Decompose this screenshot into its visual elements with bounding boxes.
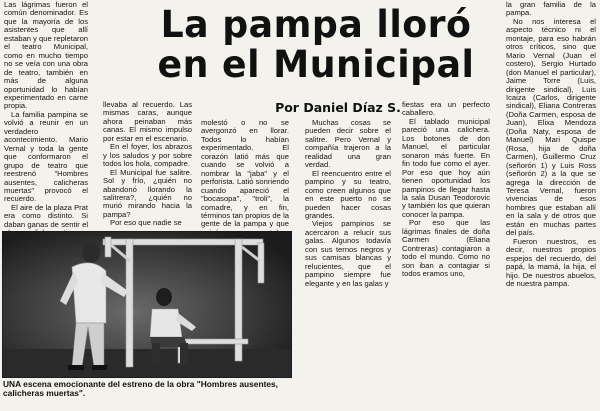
article-paragraph: El tablado municipal pareció una calichera. Los botones de don Manuel, el particular sonaron más fuerte. En fin todo fue como el ayer. Por eso que hoy aún tienen oportunidad los pampinos de llegar hasta la sala Dusan Teodorovic y también los que quieran conocer la pampa.: [402, 116, 490, 219]
article-paragraph: No nos interesa el aspecto técnico ni el montaje, para eso habrán otros críticos, sino que Mario Vernal (Juan el costero), Sergio Hurtado (don Manuel el particular), Jaime Torre (Luis, dirigente sindical), Luis Icaiza (Carlos, dirigente sindical), Eliana Contreras (Doña Carmen, esposa de Juan), Elixa Mendoza (Doña Naty, esposa de Manuel) Mari Quispe (Rosa, hija de doña Carmen), Guillermo Cruz (señorón 1) y Luis Ross (señorón 2) a la que se agrega la dirección de Teresa Vernal, fueron vivencias de esos hombres que estaban allí en la sala y de otros que están en muchas partes del país.: [506, 16, 596, 238]
article-paragraph: En el foyer, los abrazos y los saludos y por sobre todos los hola, compadre.: [103, 142, 192, 169]
article-paragraph: fiestas era un perfecto caballero.: [402, 100, 490, 118]
byline: Por Daniel Díaz S.: [275, 100, 401, 115]
article-paragraph: llevaba al recuerdo. Las mismas caras, aunque ahora peinaban más canas. El mismo impulso por estar en el escenario.: [103, 100, 192, 143]
theater-scene-photo: [2, 231, 292, 378]
article-paragraph: Muchas cosas se pueden decir sobre el salitre. Pero Vernal y compañía trajeron a la realidad una gran verdad.: [305, 118, 391, 170]
article-column-2: [103, 101, 192, 228]
article-paragraph: Viejos pampinos se acercaron a relucir sus galas. Algunos todavía con sus ternos negros y sus camisas blancas y relucientes, que el pampino siempre fue elegante y en las galas y: [305, 219, 391, 288]
article-paragraph: El Municipal fue salitre. Sol y frío, ¿quién no abandonó llorando la salitrera?, ¿quién no murió mirando hacia la pampa?: [103, 167, 192, 219]
article-paragraph: Por eso que las lágrimas finales de doña Carmen (Eliana Contreras) contagiaron a todo el mundo. Como no son iban a contagiar si todos eramos uno,: [402, 218, 490, 279]
article-paragraph: la gran familia de la pampa.: [506, 0, 596, 18]
article-paragraph: La familia pampina se volvió a reunir en un verdadero acontecimiento. Mario Vernal y toda la gente que conformaron el grupo de teatro que reestrenó "Hombres ausentes, calicheras muertas" provocó el recuerdo.: [4, 109, 88, 204]
article-column-5: [402, 101, 490, 279]
article-column-4: [305, 119, 391, 288]
headline-line-2: en el Municipal: [157, 43, 475, 86]
article-paragraph: molestó o no se avergonzó en llorar. Todos lo habían experimentado. El corazón latió más que cuando se volvió a nombrar la "jaba" y el perforista. Latió sonriendo cuando apareció el "bocasopa", "troli", la comadre, y en fin, términos tan propios de la gente de la pampa y que: [201, 118, 289, 229]
headline-line-1: La pampa lloró: [160, 3, 472, 46]
article-column-6: [506, 1, 596, 288]
article-paragraph: Fueron nuestros, es decir, nuestros propios espejos del recuerdo, del papá, la mamá, la hija, el hijo. De nuestros abuelos, de nuestra pampa.: [506, 236, 596, 288]
article-column-3: [201, 119, 289, 246]
article-paragraph: El reencuentro entre el pampino y su teatro, como creen algunos que en este puerto no se pueden hacer cosas grandes.: [305, 168, 391, 220]
article-paragraph: El aire de la plaza Prat era como distinto. Si daban ganas de sentir el: [4, 202, 88, 229]
article-paragraph: Por eso que nadie se: [110, 218, 182, 228]
article-paragraph: Las lágrimas fueron el común denominador. Es que la mayoría de los asistentes que allí estaban y que repletaron el teatro Municipal, como en mucho tiempo no se veía con una obra de teatro, también en más de alguna oportunidad lo habían experimentado en carne propia.: [4, 0, 89, 111]
photo-caption: UNA escena emocionante del estreno de la obra "Hombres ausentes, calicheras muertas".: [3, 379, 279, 398]
